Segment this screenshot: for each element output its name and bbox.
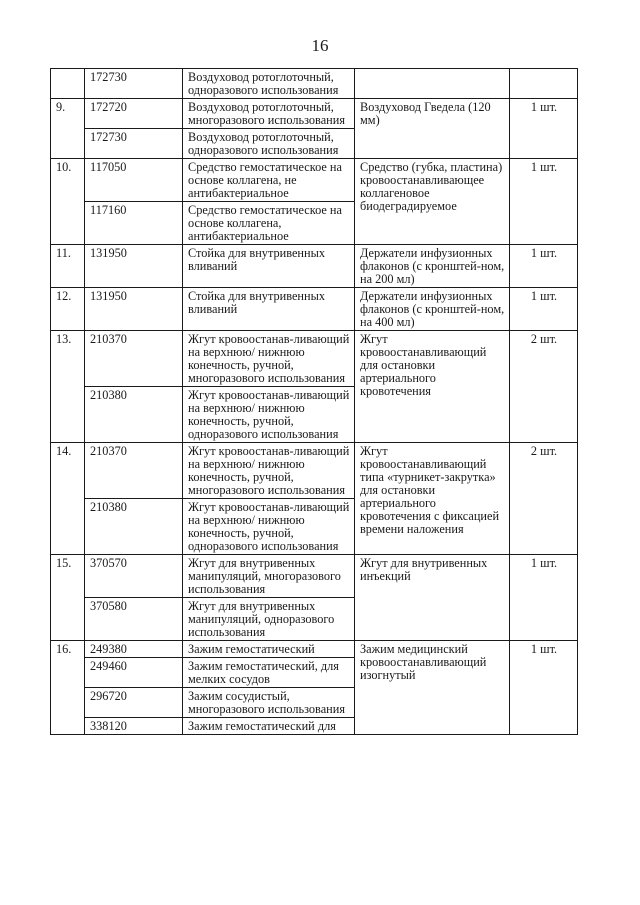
item-code: 370570 [85,555,183,598]
item-name: Зажим гемостатический [183,641,355,658]
table-row [51,288,578,331]
page-number: 16 [311,36,329,55]
item-name: Зажим сосудистый, многоразового использования [183,688,355,718]
item-code: 117050 [85,159,183,202]
item-code: 210380 [85,387,183,443]
table-row [51,99,578,129]
item-name: Жгут кровоостанав-ливающий на верхнюю/ нижнюю конечность, ручной, одноразового использования [183,387,355,443]
table-row [51,69,578,99]
row-number: 9. [51,99,85,159]
equipment-quantity: 1 шт. [510,159,578,245]
table-row [51,245,578,288]
equipment-table [50,68,578,735]
equipment-table-body [51,69,578,735]
equipment-description: Зажим медицинский кровоостанавливающий изогнутый [355,641,510,735]
equipment-quantity: 1 шт. [510,99,578,159]
row-number: 14. [51,443,85,555]
item-code: 172730 [85,69,183,99]
equipment-quantity: 2 шт. [510,331,578,443]
equipment-quantity [510,69,578,99]
item-code: 172720 [85,99,183,129]
item-name: Стойка для внутривенных вливаний [183,288,355,331]
row-number: 11. [51,245,85,288]
item-code: 296720 [85,688,183,718]
item-code: 338120 [85,718,183,735]
equipment-description: Воздуховод Гведела (120 мм) [355,99,510,159]
row-number: 13. [51,331,85,443]
item-name: Зажим гемостатический, для мелких сосудов [183,658,355,688]
item-code: 131950 [85,288,183,331]
item-name: Жгут кровоостанав-ливающий на верхнюю/ нижнюю конечность, ручной, многоразового использования [183,443,355,499]
item-name: Зажим гемостатический для [183,718,355,735]
item-code: 249460 [85,658,183,688]
item-name: Воздуховод ротоглоточный, одноразового использования [183,69,355,99]
equipment-description: Жгут кровоостанавливающий типа «турникет-закрутка» для остановки артериального кровотечения с фиксацией времени наложения [355,443,510,555]
item-code: 210380 [85,499,183,555]
item-name: Жгут для внутривенных манипуляций, многоразового использования [183,555,355,598]
table-row [51,159,578,202]
item-name: Средство гемостатическое на основе коллагена, не антибактериальное [183,159,355,202]
table-row [51,555,578,598]
item-name: Жгут для внутривенных манипуляций, одноразового использования [183,598,355,641]
item-code: 370580 [85,598,183,641]
equipment-quantity: 1 шт. [510,555,578,641]
equipment-quantity: 1 шт. [510,245,578,288]
table-row [51,331,578,387]
item-name: Воздуховод ротоглоточный, одноразового использования [183,129,355,159]
row-number [51,69,85,99]
equipment-description: Жгут для внутривенных инъекций [355,555,510,641]
item-code: 249380 [85,641,183,658]
item-code: 117160 [85,202,183,245]
item-code: 172730 [85,129,183,159]
equipment-description: Держатели инфузионных флаконов (с кронштей-ном, на 200 мл) [355,245,510,288]
item-code: 210370 [85,443,183,499]
equipment-description: Жгут кровоостанавливающий для остановки артериального кровотечения [355,331,510,443]
equipment-quantity: 2 шт. [510,443,578,555]
row-number: 10. [51,159,85,245]
table-row [51,443,578,499]
equipment-description [355,69,510,99]
item-name: Жгут кровоостанав-ливающий на верхнюю/ нижнюю конечность, ручной, одноразового использования [183,499,355,555]
table-row [51,641,578,658]
equipment-quantity: 1 шт. [510,288,578,331]
item-name: Средство гемостатическое на основе коллагена, антибактериальное [183,202,355,245]
row-number: 12. [51,288,85,331]
item-code: 210370 [85,331,183,387]
item-code: 131950 [85,245,183,288]
item-name: Воздуховод ротоглоточный, многоразового использования [183,99,355,129]
item-name: Стойка для внутривенных вливаний [183,245,355,288]
item-name: Жгут кровоостанав-ливающий на верхнюю/ нижнюю конечность, ручной, многоразового использования [183,331,355,387]
row-number: 16. [51,641,85,735]
row-number: 15. [51,555,85,641]
equipment-description: Средство (губка, пластина) кровоостанавливающее коллагеновое биодеградируемое [355,159,510,245]
equipment-description: Держатели инфузионных флаконов (с кронштей-ном, на 400 мл) [355,288,510,331]
equipment-quantity: 1 шт. [510,641,578,735]
